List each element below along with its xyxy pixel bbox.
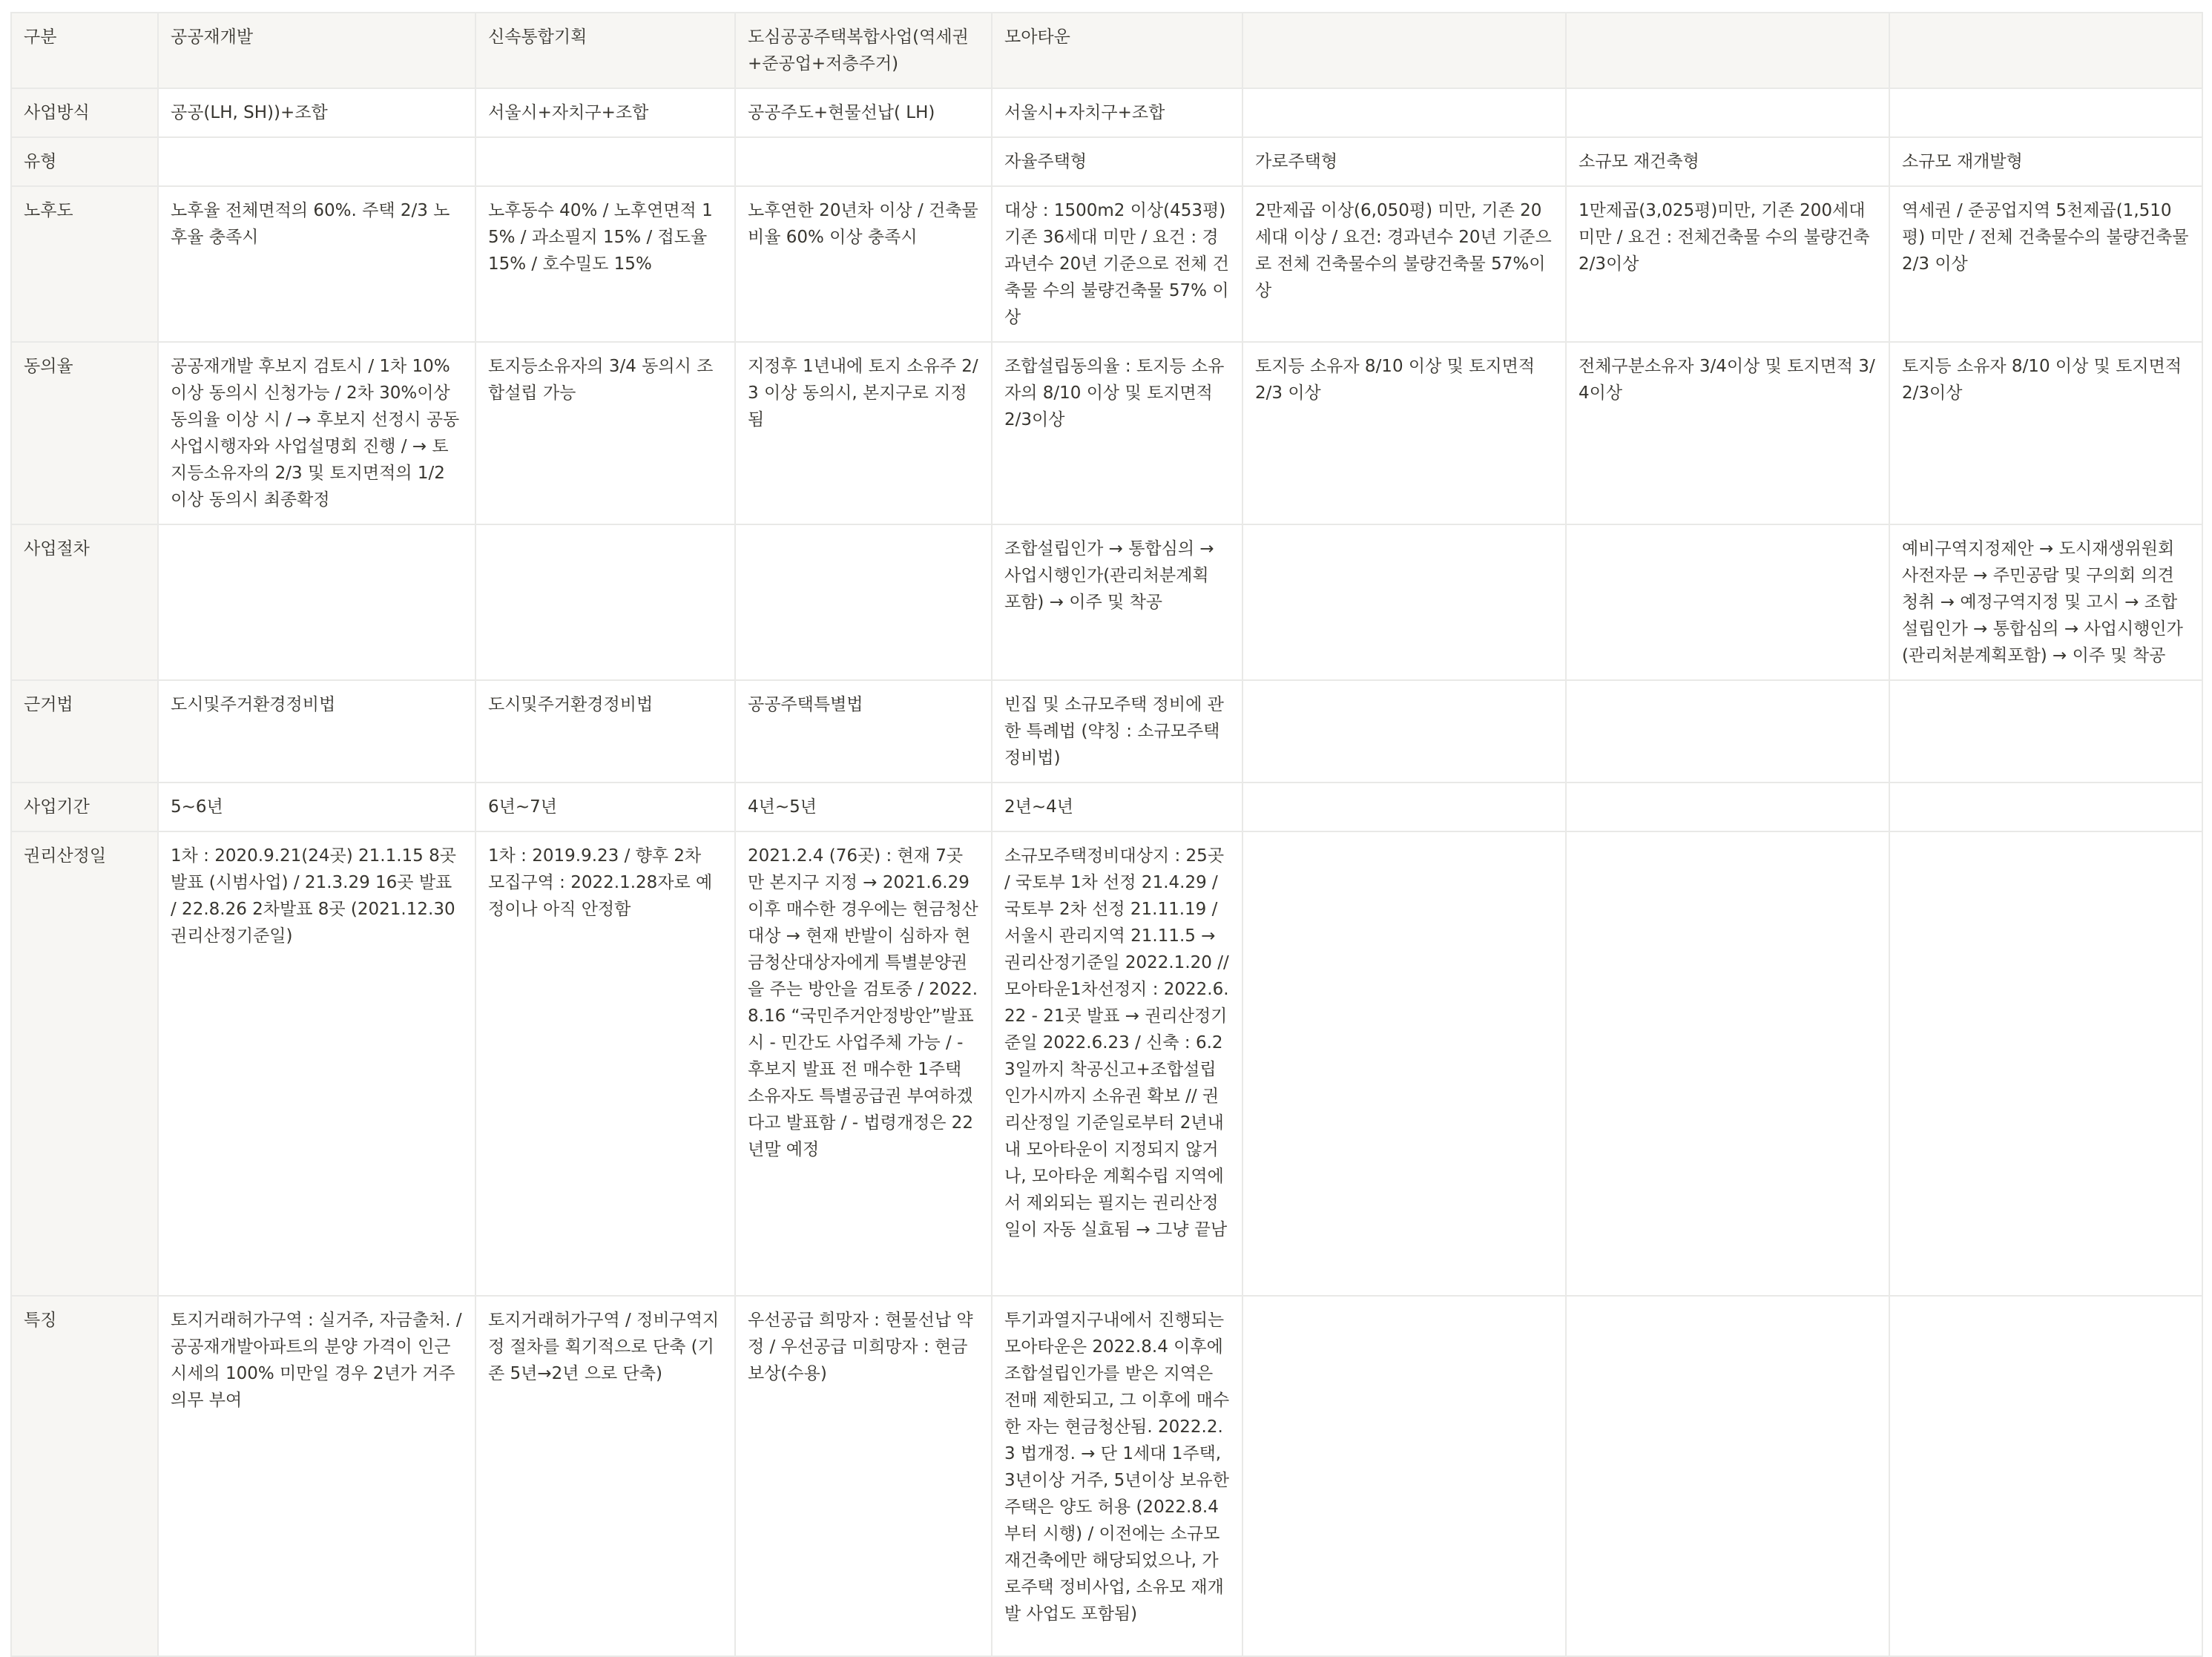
- table-row: [11, 831, 2202, 1296]
- table-cell[interactable]: 6년~7년: [475, 783, 735, 831]
- table-cell[interactable]: 1차 : 2019.9.23 / 향후 2차 모집구역 : 2022.1.28자로 예정이나 아직 안정함: [475, 831, 735, 1296]
- table-cell[interactable]: 토지거래허가구역 / 정비구역지정 절차를 획기적으로 단축 (기존 5년→2년 으로 단축): [475, 1296, 735, 1656]
- table-cell[interactable]: 1차 : 2020.9.21(24곳) 21.1.15 8곳 발표 (시범사업) / 21.3.29 16곳 발표 / 22.8.26 2차발표 8곳 (2021.12.30 권리산정기준일): [158, 831, 475, 1296]
- table-cell[interactable]: [735, 524, 992, 680]
- table-cell[interactable]: [1242, 831, 1566, 1296]
- table-cell[interactable]: 토지등 소유자 8/10 이상 및 토지면적 2/3 이상: [1242, 342, 1566, 524]
- table-cell[interactable]: 가로주택형: [1242, 137, 1566, 186]
- column-header[interactable]: [1242, 13, 1566, 88]
- column-header[interactable]: 신속통합기획: [475, 13, 735, 88]
- table-cell[interactable]: 도시및주거환경정비법: [475, 680, 735, 783]
- table-cell[interactable]: [1242, 1296, 1566, 1656]
- row-label[interactable]: 사업기간: [11, 783, 158, 831]
- table-cell[interactable]: [158, 137, 475, 186]
- column-header[interactable]: [1889, 13, 2202, 88]
- table-cell[interactable]: 노후동수 40% / 노후연면적 15% / 과소필지 15% / 접도율 15% / 호수밀도 15%: [475, 186, 735, 342]
- table-cell[interactable]: 투기과열지구내에서 진행되는 모아타운은 2022.8.4 이후에 조합설립인가를 받은 지역은 전매 제한되고, 그 이후에 매수한 자는 현금청산됨. 2022.2.3 법개정. → 단 1세대 1주택, 3년이상 거주, 5년이상 보유한 주택은 양도 허용 (2022.8.4 부터 시행) / 이전에는 소규모 재건축에만 해당되었으나, 가로주택 정비사업, 소유모 재개발 사업도 포함됨): [992, 1296, 1242, 1656]
- table-cell[interactable]: 도시및주거환경정비법: [158, 680, 475, 783]
- table-cell[interactable]: 토지거래허가구역 : 실거주, 자금출처. / 공공재개발아파트의 분양 가격이 인근 시세의 100% 미만일 경우 2년가 거주의무 부여: [158, 1296, 475, 1656]
- column-header[interactable]: 모아타운: [992, 13, 1242, 88]
- table-cell[interactable]: 공공(LH, SH))+조합: [158, 88, 475, 137]
- row-label[interactable]: 근거법: [11, 680, 158, 783]
- table-cell[interactable]: [1242, 680, 1566, 783]
- table-cell[interactable]: 토지등소유자의 3/4 동의시 조합설립 가능: [475, 342, 735, 524]
- column-header[interactable]: [1566, 13, 1889, 88]
- table-cell[interactable]: 소규모 재건축형: [1566, 137, 1889, 186]
- table-cell[interactable]: [1889, 680, 2202, 783]
- comparison-table-container: [10, 12, 2202, 1657]
- table-row: [11, 137, 2202, 186]
- table-cell[interactable]: 5~6년: [158, 783, 475, 831]
- redevelopment-comparison-table: [10, 12, 2203, 1657]
- table-row: [11, 524, 2202, 680]
- table-cell[interactable]: [475, 137, 735, 186]
- table-cell[interactable]: 대상 : 1500m2 이상(453평) 기존 36세대 미만 / 요건 : 경과년수 20년 기준으로 전체 건축물 수의 불량건축물 57% 이상: [992, 186, 1242, 342]
- table-cell[interactable]: 조합설립동의율 : 토지등 소유자의 8/10 이상 및 토지면적 2/3이상: [992, 342, 1242, 524]
- table-cell[interactable]: 2년~4년: [992, 783, 1242, 831]
- table-cell[interactable]: 토지등 소유자 8/10 이상 및 토지면적 2/3이상: [1889, 342, 2202, 524]
- table-cell[interactable]: [475, 524, 735, 680]
- table-cell[interactable]: [1566, 831, 1889, 1296]
- table-cell[interactable]: [1566, 1296, 1889, 1656]
- table-cell[interactable]: 4년~5년: [735, 783, 992, 831]
- table-row: [11, 783, 2202, 831]
- table-cell[interactable]: 공공주택특별법: [735, 680, 992, 783]
- table-cell[interactable]: 소규모주택정비대상지 : 25곳 / 국토부 1차 선정 21.4.29 / 국토부 2차 선정 21.11.19 / 서울시 관리지역 21.11.5 → 권리산정기준일 2022.1.20 // 모아타운1차선정지 : 2022.6.22 - 21곳 발표 → 권리산정기준일 2022.6.23 / 신축 : 6.23일까지 착공신고+조합설립인가시까지 소유권 확보 // 권리산정일 기준일로부터 2년내내 모아타운이 지정되지 않거나, 모아타운 계획수립 지역에서 제외되는 필지는 권리산정일이 자동 실효됨 → 그냥 끝남: [992, 831, 1242, 1296]
- table-cell[interactable]: 공공주도+현물선납( LH): [735, 88, 992, 137]
- row-label[interactable]: 노후도: [11, 186, 158, 342]
- table-cell[interactable]: 서울시+자치구+조합: [475, 88, 735, 137]
- table-cell[interactable]: [1889, 1296, 2202, 1656]
- table-cell[interactable]: [1566, 783, 1889, 831]
- table-header-row: [11, 13, 2202, 88]
- table-cell[interactable]: [1889, 88, 2202, 137]
- table-cell[interactable]: 자율주택형: [992, 137, 1242, 186]
- row-label[interactable]: 권리산정일: [11, 831, 158, 1296]
- table-cell[interactable]: [1566, 88, 1889, 137]
- table-cell[interactable]: 1만제곱(3,025평)미만, 기존 200세대 미만 / 요건 : 전체건축물 수의 불량건축 2/3이상: [1566, 186, 1889, 342]
- row-label[interactable]: 동의율: [11, 342, 158, 524]
- table-row: [11, 342, 2202, 524]
- table-row: [11, 88, 2202, 137]
- row-label[interactable]: 사업방식: [11, 88, 158, 137]
- table-cell[interactable]: [1889, 831, 2202, 1296]
- table-cell[interactable]: 전체구분소유자 3/4이상 및 토지면적 3/4이상: [1566, 342, 1889, 524]
- table-cell[interactable]: 빈집 및 소규모주택 정비에 관한 특례법 (약칭 : 소규모주택정비법): [992, 680, 1242, 783]
- table-cell[interactable]: [1242, 88, 1566, 137]
- table-cell[interactable]: [158, 524, 475, 680]
- table-cell[interactable]: 2만제곱 이상(6,050평) 미만, 기존 20세대 이상 / 요건: 경과년수 20년 기준으로 전체 건축물수의 불량건축물 57%이상: [1242, 186, 1566, 342]
- table-cell[interactable]: [1889, 783, 2202, 831]
- row-label[interactable]: 특징: [11, 1296, 158, 1656]
- table-cell[interactable]: [1242, 783, 1566, 831]
- row-label[interactable]: 사업절차: [11, 524, 158, 680]
- table-cell[interactable]: [1566, 524, 1889, 680]
- table-row: [11, 680, 2202, 783]
- table-cell[interactable]: 노후율 전체면적의 60%. 주택 2/3 노후율 충족시: [158, 186, 475, 342]
- table-cell[interactable]: 소규모 재개발형: [1889, 137, 2202, 186]
- table-cell[interactable]: 공공재개발 후보지 검토시 / 1차 10% 이상 동의시 신청가능 / 2차 30%이상 동의율 이상 시 / → 후보지 선정시 공동사업시행자와 사업설명회 진행 / → 토지등소유자의 2/3 및 토지면적의 1/2 이상 동의시 최종확정: [158, 342, 475, 524]
- table-cell[interactable]: [735, 137, 992, 186]
- table-cell[interactable]: 역세권 / 준공업지역 5천제곱(1,510평) 미만 / 전체 건축물수의 불량건축물 2/3 이상: [1889, 186, 2202, 342]
- table-cell[interactable]: 우선공급 희망자 : 현물선납 약정 / 우선공급 미희망자 : 현금보상(수용): [735, 1296, 992, 1656]
- table-cell[interactable]: [1566, 680, 1889, 783]
- table-cell[interactable]: [1242, 524, 1566, 680]
- table-cell[interactable]: 노후연한 20년차 이상 / 건축물 비율 60% 이상 충족시: [735, 186, 992, 342]
- column-header[interactable]: 구분: [11, 13, 158, 88]
- table-cell[interactable]: 조합설립인가 → 통합심의 → 사업시행인가(관리처분계획 포함) → 이주 및 착공: [992, 524, 1242, 680]
- table-cell[interactable]: 2021.2.4 (76곳) : 현재 7곳만 본지구 지정 → 2021.6.29 이후 매수한 경우에는 현금청산 대상 → 현재 반발이 심하자 현금청산대상자에게 특별분양권을 주는 방안을 검토중 / 2022.8.16 “국민주거안정방안”발표시 - 민간도 사업주체 가능 / - 후보지 발표 전 매수한 1주택 소유자도 특별공급권 부여하겠다고 발표함 / - 법령개정은 22년말 예정: [735, 831, 992, 1296]
- column-header[interactable]: 도심공공주택복합사업(역세권+준공업+저층주거): [735, 13, 992, 88]
- column-header[interactable]: 공공재개발: [158, 13, 475, 88]
- table-body: [11, 13, 2202, 1656]
- table-row: [11, 1296, 2202, 1656]
- table-cell[interactable]: 예비구역지정제안 → 도시재생위원회 사전자문 → 주민공람 및 구의회 의견청취 → 예정구역지정 및 고시 → 조합설립인가 → 통합심의 → 사업시행인가(관리처분계획포함) → 이주 및 착공: [1889, 524, 2202, 680]
- table-cell[interactable]: 지정후 1년내에 토지 소유주 2/3 이상 동의시, 본지구로 지정됨: [735, 342, 992, 524]
- row-label[interactable]: 유형: [11, 137, 158, 186]
- table-cell[interactable]: 서울시+자치구+조합: [992, 88, 1242, 137]
- table-row: [11, 186, 2202, 342]
